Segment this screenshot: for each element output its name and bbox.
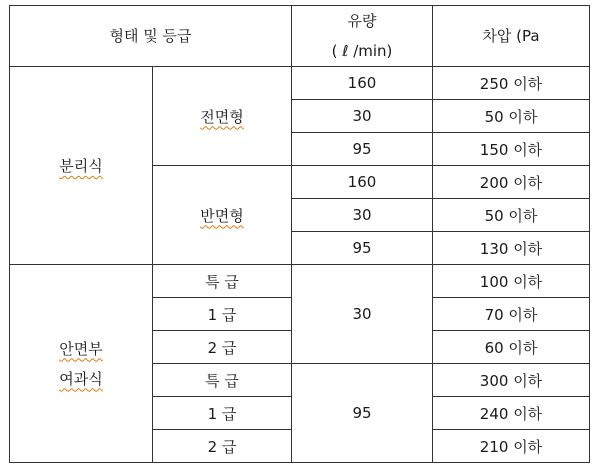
- subtype-full-face: 전면형: [153, 67, 292, 166]
- flow-cell: 95: [292, 133, 433, 166]
- table-row: [10, 265, 590, 298]
- grade-cell: 특 급: [153, 265, 292, 298]
- grade-cell: 2 급: [153, 331, 292, 364]
- grade-cell: 2 급: [153, 430, 292, 463]
- flow-cell: 30: [292, 100, 433, 133]
- type-label-line1: 안면부: [59, 339, 103, 358]
- flow-cell: 30: [292, 199, 433, 232]
- pressure-cell: 130 이하: [433, 232, 590, 265]
- header-flow-rate: [292, 6, 433, 67]
- header-row: [10, 6, 590, 67]
- pressure-cell: 200 이하: [433, 166, 590, 199]
- subtype-half-face: 반면형: [153, 166, 292, 265]
- pressure-cell: 210 이하: [433, 430, 590, 463]
- pressure-cell: 150 이하: [433, 133, 590, 166]
- pressure-cell: 50 이하: [433, 100, 590, 133]
- type-label-line2: 여과식: [59, 369, 103, 388]
- flow-cell: 160: [292, 67, 433, 100]
- header-pressure: 차압 (Pa: [433, 6, 590, 67]
- header-flow-unit: ( ℓ /min): [331, 42, 393, 60]
- flow-cell-merged: 30: [292, 265, 433, 364]
- pressure-cell: 50 이하: [433, 199, 590, 232]
- pressure-cell: 240 이하: [433, 397, 590, 430]
- grade-cell: 1 급: [153, 397, 292, 430]
- pressure-cell: 250 이하: [433, 67, 590, 100]
- pressure-cell: 70 이하: [433, 298, 590, 331]
- pressure-drop-table: [9, 5, 590, 463]
- header-form-grade: 형태 및 등급: [10, 6, 292, 67]
- pressure-cell: 300 이하: [433, 364, 590, 397]
- grade-cell: 특 급: [153, 364, 292, 397]
- pressure-cell: 100 이하: [433, 265, 590, 298]
- flow-cell: 95: [292, 232, 433, 265]
- type-half-mask-filter: [10, 265, 153, 463]
- header-flow-title: 유량: [347, 12, 377, 30]
- table-row: [10, 67, 590, 100]
- flow-cell-merged: 95: [292, 364, 433, 463]
- type-separated: 분리식: [10, 67, 153, 265]
- flow-cell: 160: [292, 166, 433, 199]
- grade-cell: 1 급: [153, 298, 292, 331]
- pressure-cell: 60 이하: [433, 331, 590, 364]
